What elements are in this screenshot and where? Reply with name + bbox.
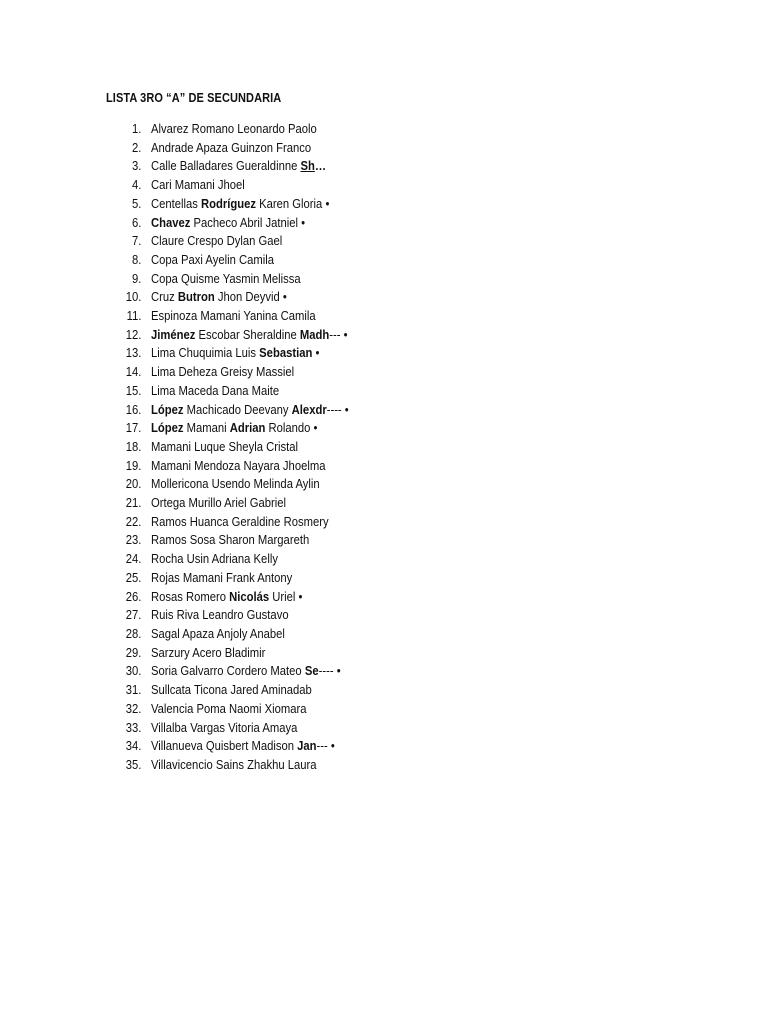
name-segment: Copa Quisme Yasmin Melissa [151, 271, 301, 286]
student-name [151, 550, 278, 569]
student-name [151, 681, 312, 700]
student-name [151, 120, 317, 139]
list-item [0, 195, 768, 214]
name-segment: Adrian [229, 421, 266, 436]
name-segment: Uriel • [269, 589, 303, 604]
list-item-number: 19. [125, 458, 141, 473]
name-segment: Mamani Luque Sheyla Cristal [151, 439, 298, 454]
list-item [0, 401, 768, 420]
list-item-number: 24. [125, 552, 141, 567]
name-segment: Ruis Riva Leandro Gustavo [151, 608, 289, 623]
name-segment: Rocha Usin Adriana Kelly [151, 552, 278, 567]
list-item [0, 139, 768, 158]
name-segment: Espinoza Mamani Yanina Camila [151, 309, 316, 324]
list-item [0, 419, 768, 438]
list-item-number: 10. [125, 290, 141, 305]
list-item [0, 270, 768, 289]
list-item [0, 288, 768, 307]
list-item [0, 344, 768, 363]
list-item [0, 681, 768, 700]
list-item [0, 606, 768, 625]
name-segment: Machicado Deevany [183, 402, 292, 417]
list-item [0, 214, 768, 233]
list-item [0, 120, 768, 139]
name-segment: Sagal Apaza Anjoly Anabel [151, 626, 285, 641]
name-segment: Karen Gloria • [256, 196, 330, 211]
list-item-number: 22. [125, 514, 141, 529]
name-segment: Soria Galvarro Cordero Mateo [151, 664, 305, 679]
name-segment: Sarzury Acero Bladimir [151, 645, 266, 660]
list-item-number: 26. [125, 589, 141, 604]
list-item-number: 33. [125, 720, 141, 735]
list-item-number: 7. [131, 234, 141, 249]
list-item [0, 457, 768, 476]
student-name [151, 401, 349, 420]
name-segment: Chavez [151, 215, 191, 230]
student-name [151, 700, 306, 719]
list-item [0, 232, 768, 251]
list-item-number: 34. [125, 739, 141, 754]
name-segment: • [312, 346, 320, 361]
student-list [0, 120, 768, 775]
list-item-number: 4. [131, 178, 141, 193]
list-item [0, 157, 768, 176]
list-item-number: 20. [125, 477, 141, 492]
name-segment: Mamani [183, 421, 230, 436]
list-item-number: 31. [125, 683, 141, 698]
name-segment: Ramos Sosa Sharon Margareth [151, 533, 310, 548]
student-name [151, 307, 316, 326]
name-segment: López [151, 421, 184, 436]
student-name [151, 157, 326, 176]
student-name [151, 438, 298, 457]
student-name [151, 382, 279, 401]
list-item-number: 6. [131, 215, 141, 230]
list-item-number: 12. [125, 327, 141, 342]
list-item [0, 625, 768, 644]
list-item-number: 18. [125, 439, 141, 454]
student-name [151, 494, 286, 513]
student-name [151, 513, 329, 532]
name-segment: Alvarez Romano Leonardo Paolo [151, 122, 317, 136]
student-name [151, 270, 301, 289]
name-segment: Centellas [151, 196, 202, 211]
student-name [151, 176, 245, 195]
list-item [0, 513, 768, 532]
name-segment: Escobar Sheraldine [195, 327, 300, 342]
list-item-number: 2. [131, 140, 141, 155]
name-segment: Sullcata Ticona Jared Aminadab [151, 683, 312, 698]
student-name [151, 232, 282, 251]
list-item [0, 569, 768, 588]
name-segment: Claure Crespo Dylan Gael [151, 234, 283, 249]
list-item-number: 32. [125, 701, 141, 716]
name-segment: Andrade Apaza Guinzon Franco [151, 140, 312, 155]
list-item [0, 475, 768, 494]
name-segment: Lima Maceda Dana Maite [151, 383, 280, 398]
list-item-number: 27. [125, 608, 141, 623]
list-item-number: 16. [125, 402, 141, 417]
student-name [151, 457, 325, 476]
student-name [151, 644, 265, 663]
student-name [151, 719, 297, 738]
name-segment: Mamani Mendoza Nayara Jhoelma [151, 458, 326, 473]
name-segment: Sh [300, 159, 315, 174]
list-item [0, 251, 768, 270]
name-segment: Jan [297, 739, 317, 754]
name-segment: Cari Mamani Jhoel [151, 178, 245, 193]
student-name [151, 625, 285, 644]
name-segment: Cruz [151, 290, 178, 305]
student-name [151, 214, 305, 233]
list-item [0, 662, 768, 681]
list-item-number: 35. [125, 757, 141, 772]
list-item [0, 737, 768, 756]
list-item-number: 23. [125, 533, 141, 548]
name-segment: ---- • [326, 402, 349, 417]
list-item [0, 700, 768, 719]
list-item [0, 326, 768, 345]
name-segment: Rolando • [265, 421, 318, 436]
list-item [0, 756, 768, 775]
list-item-number: 15. [125, 383, 141, 398]
name-segment: … [314, 159, 327, 174]
name-segment: Villanueva Quisbert Madison [151, 739, 298, 754]
name-segment: Sebastian [259, 346, 313, 361]
list-item-number: 11. [126, 309, 141, 324]
student-name [151, 569, 292, 588]
name-segment: Mollericona Usendo Melinda Aylin [151, 477, 320, 492]
list-item-number: 25. [125, 570, 141, 585]
name-segment: --- • [329, 327, 348, 342]
name-segment: Madh [299, 327, 330, 342]
name-segment: Nicolás [229, 589, 270, 604]
student-name [151, 419, 318, 438]
student-name [151, 139, 311, 158]
list-item-number: 1. [131, 122, 141, 136]
student-name [151, 251, 274, 270]
student-name [151, 756, 317, 775]
student-name [151, 588, 303, 607]
name-segment: Jhon Deyvid • [214, 290, 287, 305]
student-name [151, 344, 319, 363]
name-segment: Ramos Huanca Geraldine Rosmery [151, 514, 329, 529]
list-item-number: 14. [125, 365, 141, 380]
name-segment: Se [304, 664, 319, 679]
list-item-number: 29. [125, 645, 141, 660]
student-name [151, 326, 348, 345]
student-name [151, 288, 287, 307]
list-item-number: 28. [125, 626, 141, 641]
name-segment: Lima Chuquimia Luis [151, 346, 260, 361]
list-item [0, 382, 768, 401]
student-name [151, 737, 335, 756]
name-segment: Rojas Mamani Frank Antony [151, 570, 293, 585]
name-segment: López [151, 402, 184, 417]
name-segment: ---- • [318, 664, 341, 679]
list-item-number: 3. [131, 159, 141, 174]
student-name [151, 531, 309, 550]
list-item [0, 550, 768, 569]
list-item-number: 5. [131, 196, 141, 211]
name-segment: Villalba Vargas Vitoria Amaya [151, 720, 298, 735]
name-segment: Rosas Romero [151, 589, 230, 604]
list-item [0, 363, 768, 382]
list-item [0, 531, 768, 550]
student-name [151, 606, 289, 625]
name-segment: Rodríguez [201, 196, 257, 211]
list-item [0, 644, 768, 663]
list-item [0, 438, 768, 457]
name-segment: Jiménez [151, 327, 196, 342]
name-segment: Villavicencio Sains Zhakhu Laura [151, 757, 317, 772]
student-name [151, 195, 329, 214]
page-title: LISTA 3RO “A” DE SECUNDARIA [106, 91, 282, 105]
list-item-number: 9. [131, 271, 141, 286]
name-segment: --- • [316, 739, 335, 754]
list-item-number: 17. [125, 421, 141, 436]
list-item-number: 13. [125, 346, 141, 361]
list-item [0, 176, 768, 195]
name-segment: Butron [177, 290, 215, 305]
name-segment: Lima Deheza Greisy Massiel [151, 365, 295, 380]
student-name [151, 475, 320, 494]
name-segment: Alexdr [291, 402, 327, 417]
list-item [0, 588, 768, 607]
list-item [0, 494, 768, 513]
list-item-number: 30. [125, 664, 141, 679]
name-segment: Ortega Murillo Ariel Gabriel [151, 496, 287, 511]
list-item [0, 307, 768, 326]
name-segment: Pacheco Abril Jatniel • [190, 215, 306, 230]
student-name [151, 662, 341, 681]
list-item [0, 719, 768, 738]
name-segment: Valencia Poma Naomi Xiomara [151, 701, 307, 716]
list-item-number: 8. [131, 252, 141, 267]
name-segment: Calle Balladares Gueraldinne [151, 159, 301, 174]
student-name [151, 363, 294, 382]
name-segment: Copa Paxi Ayelin Camila [151, 252, 274, 267]
list-item-number: 21. [125, 496, 141, 511]
